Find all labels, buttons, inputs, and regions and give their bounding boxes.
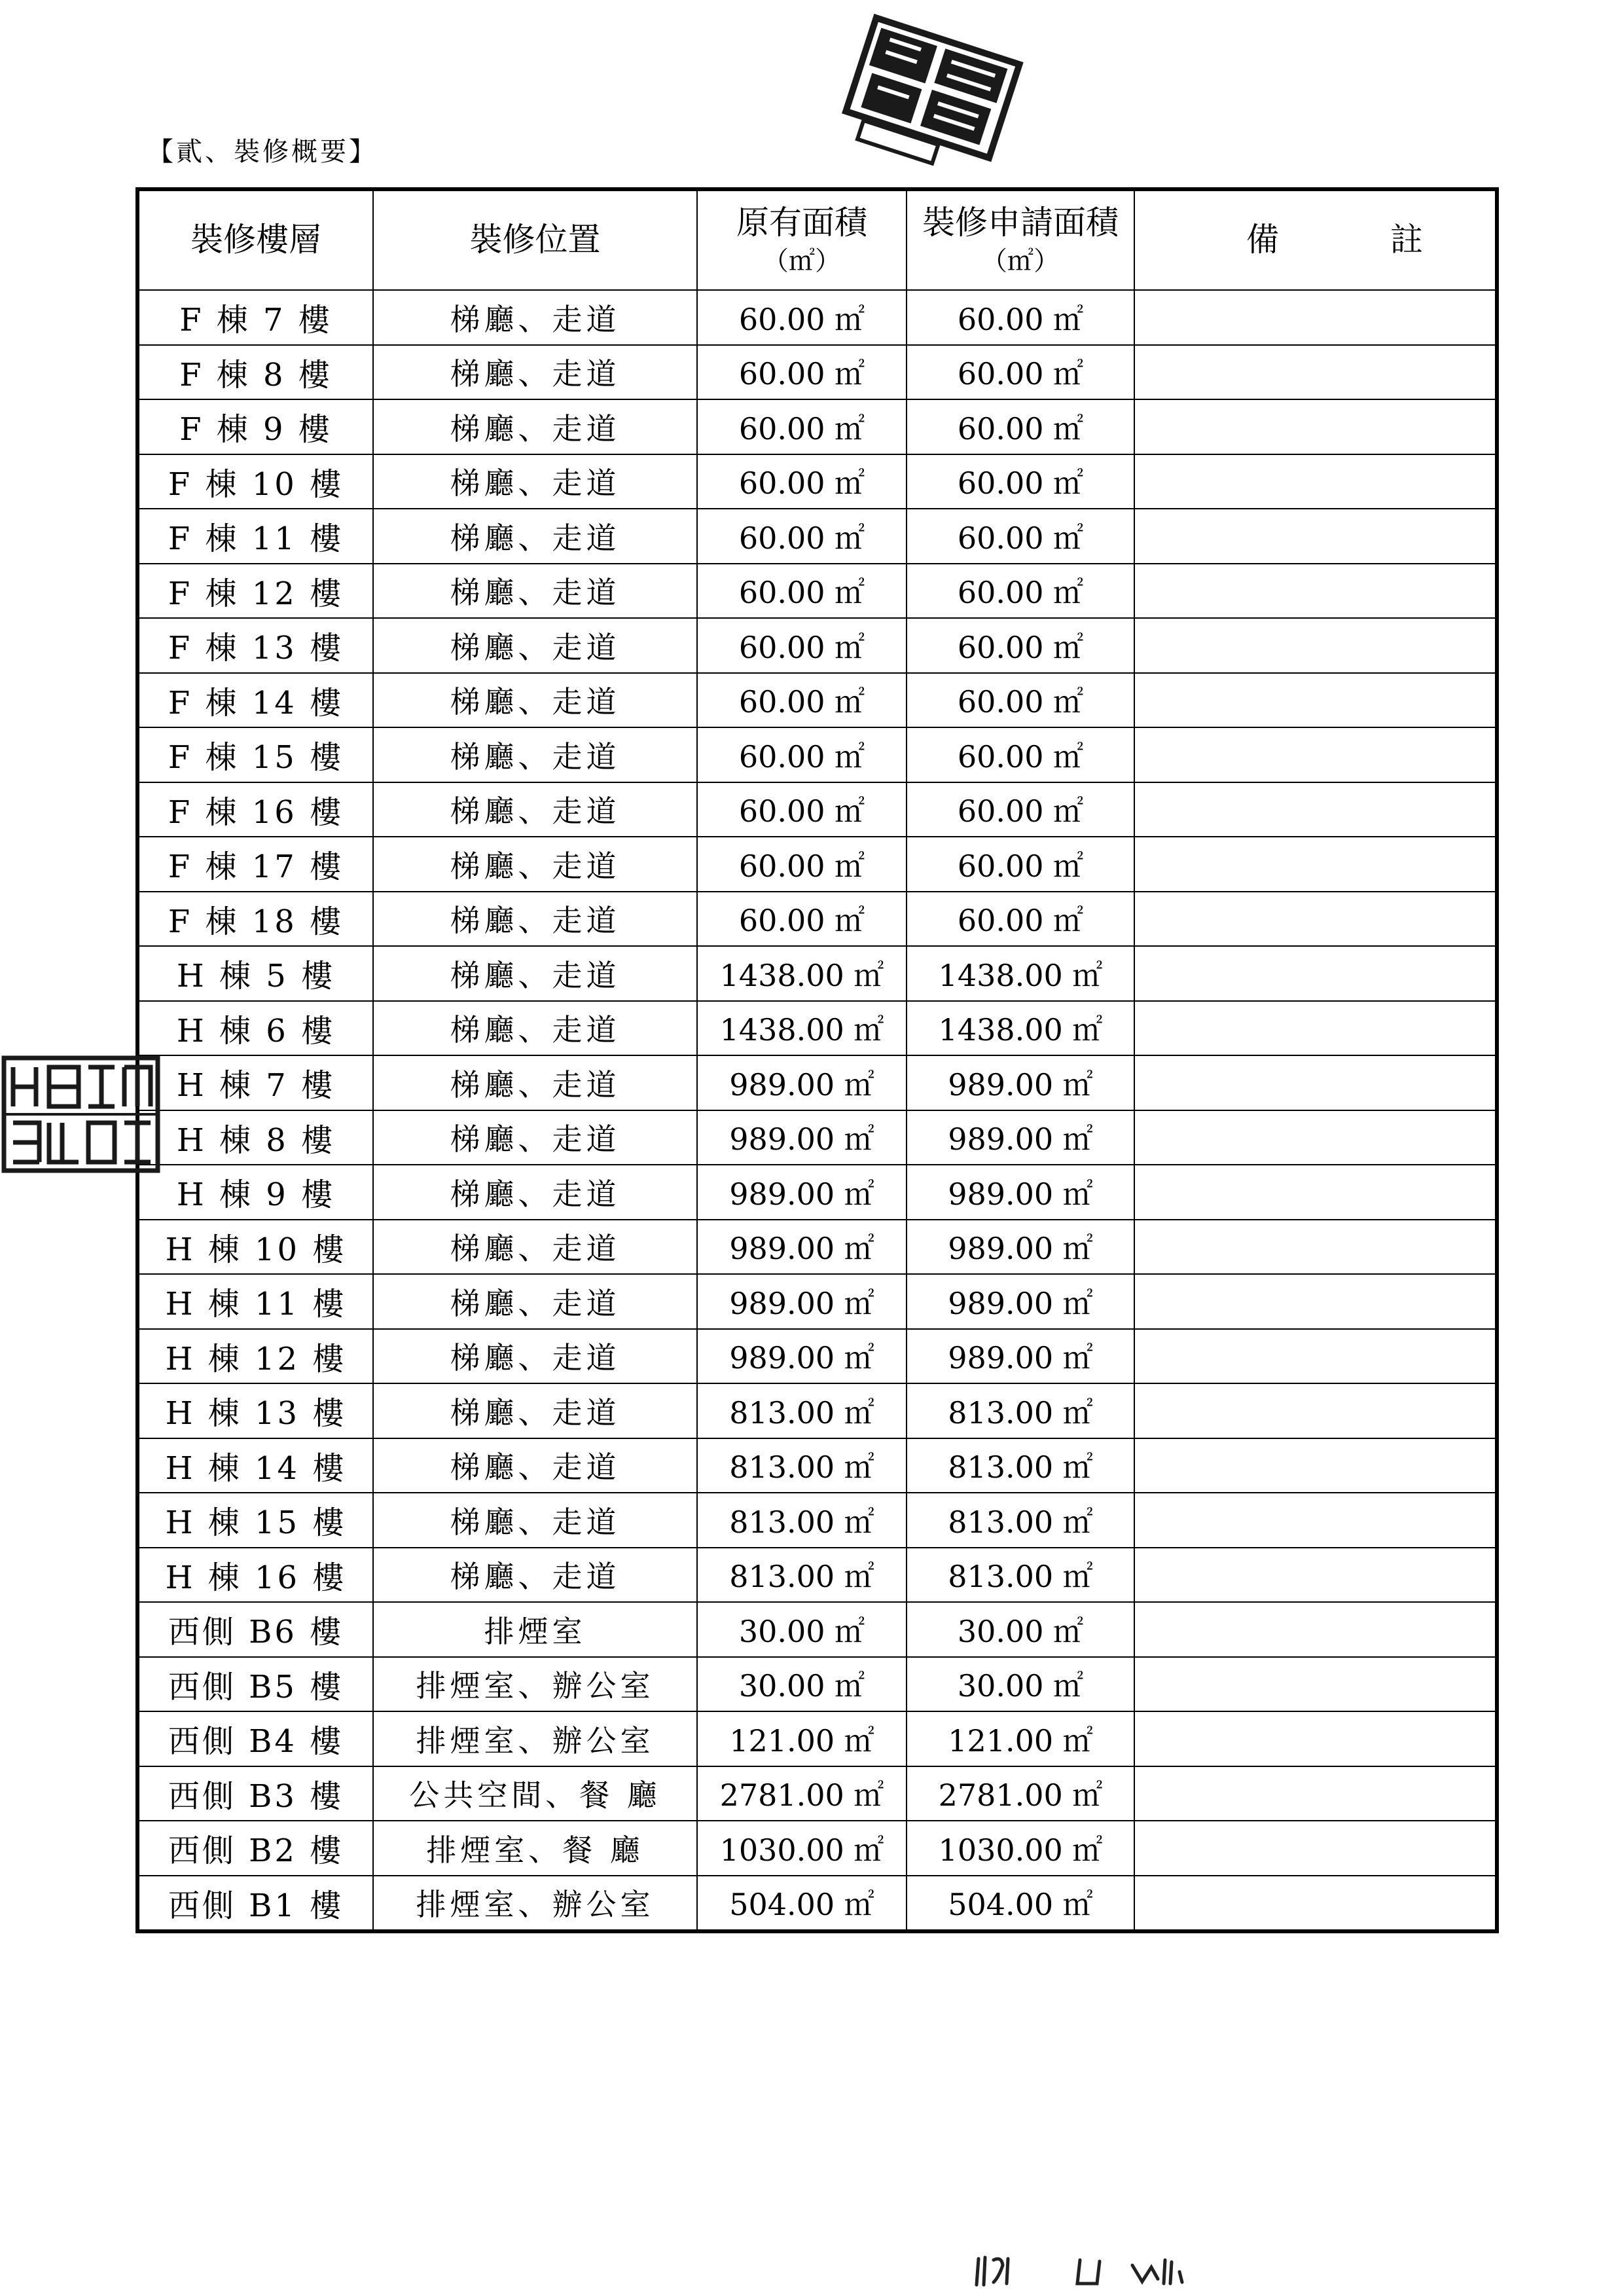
cell-note: [1134, 454, 1497, 509]
cell-applied-area: 60.00 ㎡: [907, 837, 1134, 892]
cell-floor: F 棟 10 樓: [137, 454, 373, 509]
table-row: [137, 727, 1497, 782]
table-row: [137, 1602, 1497, 1657]
cell-note: [1134, 1711, 1497, 1766]
cell-applied-area: 989.00 ㎡: [907, 1055, 1134, 1110]
cell-location: 梯廳、走道: [373, 345, 697, 400]
renovation-summary-table: [135, 187, 1534, 1933]
cell-location: 梯廳、走道: [373, 290, 697, 345]
cell-location: 排煙室: [373, 1602, 697, 1657]
table-row: [137, 1438, 1497, 1493]
cell-note: [1134, 892, 1497, 947]
cell-note: [1134, 1657, 1497, 1712]
table-row: [137, 1110, 1497, 1165]
cell-applied-area: 60.00 ㎡: [907, 399, 1134, 454]
cell-note: [1134, 1110, 1497, 1165]
cell-note: [1134, 1001, 1497, 1056]
cell-floor: 西側 B3 樓: [137, 1766, 373, 1821]
cell-floor: F 棟 9 樓: [137, 399, 373, 454]
cell-floor: F 棟 11 樓: [137, 509, 373, 564]
cell-floor: 西側 B4 樓: [137, 1711, 373, 1766]
renovation-summary-table-wrap: [135, 187, 1534, 1933]
cell-location: 梯廳、走道: [373, 1001, 697, 1056]
cell-floor: F 棟 16 樓: [137, 782, 373, 837]
cell-applied-area: 813.00 ㎡: [907, 1493, 1134, 1548]
table-row: [137, 1001, 1497, 1056]
cell-original-area: 60.00 ㎡: [697, 345, 907, 400]
cell-floor: H 棟 15 樓: [137, 1493, 373, 1548]
cell-note: [1134, 399, 1497, 454]
cell-applied-area: 60.00 ㎡: [907, 892, 1134, 947]
cell-applied-area: 60.00 ㎡: [907, 782, 1134, 837]
cell-original-area: 1030.00 ㎡: [697, 1821, 907, 1876]
cell-original-area: 504.00 ㎡: [697, 1876, 907, 1932]
cell-note: [1134, 837, 1497, 892]
cell-applied-area: 30.00 ㎡: [907, 1602, 1134, 1657]
cell-floor: 西側 B2 樓: [137, 1821, 373, 1876]
cell-location: 排煙室、辦公室: [373, 1711, 697, 1766]
table-row: [137, 454, 1497, 509]
cell-original-area: 60.00 ㎡: [697, 509, 907, 564]
cell-location: 排煙室、辦公室: [373, 1876, 697, 1932]
cell-original-area: 1438.00 ㎡: [697, 946, 907, 1001]
table-row: [137, 1055, 1497, 1110]
cell-location: 梯廳、走道: [373, 1055, 697, 1110]
cell-applied-area: 813.00 ㎡: [907, 1383, 1134, 1438]
cell-original-area: 2781.00 ㎡: [697, 1766, 907, 1821]
cell-floor: H 棟 12 樓: [137, 1329, 373, 1384]
cell-location: 梯廳、走道: [373, 564, 697, 619]
cell-original-area: 60.00 ㎡: [697, 782, 907, 837]
table-row: [137, 1657, 1497, 1712]
table-row: [137, 1220, 1497, 1275]
cell-applied-area: 989.00 ㎡: [907, 1165, 1134, 1220]
seal-stamp-top: [831, 10, 1034, 187]
cell-applied-area: 989.00 ㎡: [907, 1110, 1134, 1165]
table-row: [137, 399, 1497, 454]
table-row: [137, 290, 1497, 345]
cell-location: 梯廳、走道: [373, 1165, 697, 1220]
cell-original-area: 813.00 ㎡: [697, 1548, 907, 1603]
cell-location: 排煙室、辦公室: [373, 1657, 697, 1712]
cell-floor: F 棟 7 樓: [137, 290, 373, 345]
cell-floor: 西側 B6 樓: [137, 1602, 373, 1657]
cell-original-area: 60.00 ㎡: [697, 727, 907, 782]
cell-note: [1134, 727, 1497, 782]
cell-location: 梯廳、走道: [373, 1383, 697, 1438]
table-row: [137, 1766, 1497, 1821]
header-applied-area: [907, 189, 1134, 290]
cell-original-area: 989.00 ㎡: [697, 1274, 907, 1329]
cell-floor: H 棟 16 樓: [137, 1548, 373, 1603]
cell-floor: H 棟 8 樓: [137, 1110, 373, 1165]
cell-note: [1134, 782, 1497, 837]
cell-note: [1134, 1876, 1497, 1932]
cell-original-area: 989.00 ㎡: [697, 1055, 907, 1110]
cell-location: 梯廳、走道: [373, 1110, 697, 1165]
cell-applied-area: 60.00 ㎡: [907, 290, 1134, 345]
cell-original-area: 60.00 ㎡: [697, 673, 907, 728]
cell-applied-area: 121.00 ㎡: [907, 1711, 1134, 1766]
cell-note: [1134, 1602, 1497, 1657]
table-row: [137, 1876, 1497, 1932]
cell-applied-area: 813.00 ㎡: [907, 1548, 1134, 1603]
cell-applied-area: 60.00 ㎡: [907, 564, 1134, 619]
cell-original-area: 1438.00 ㎡: [697, 1001, 907, 1056]
cell-floor: 西側 B1 樓: [137, 1876, 373, 1932]
cell-original-area: 60.00 ㎡: [697, 618, 907, 673]
cell-location: 梯廳、走道: [373, 727, 697, 782]
table-row: [137, 946, 1497, 1001]
cell-note: [1134, 1493, 1497, 1548]
header-notes: 備註: [1134, 189, 1497, 290]
cell-original-area: 60.00 ㎡: [697, 564, 907, 619]
cell-applied-area: 1438.00 ㎡: [907, 946, 1134, 1001]
cell-applied-area: 989.00 ㎡: [907, 1329, 1134, 1384]
cell-location: 梯廳、走道: [373, 1548, 697, 1603]
cell-original-area: 30.00 ㎡: [697, 1657, 907, 1712]
cell-applied-area: 60.00 ㎡: [907, 454, 1134, 509]
header-applied-area-unit: （㎡）: [981, 246, 1060, 276]
cell-location: 梯廳、走道: [373, 837, 697, 892]
cell-floor: F 棟 17 樓: [137, 837, 373, 892]
cell-note: [1134, 345, 1497, 400]
cell-note: [1134, 1329, 1497, 1384]
cell-applied-area: 60.00 ㎡: [907, 673, 1134, 728]
cell-location: 梯廳、走道: [373, 1220, 697, 1275]
cell-note: [1134, 1383, 1497, 1438]
cell-floor: H 棟 14 樓: [137, 1438, 373, 1493]
cell-location: 梯廳、走道: [373, 892, 697, 947]
cell-location: 梯廳、走道: [373, 1438, 697, 1493]
cell-applied-area: 60.00 ㎡: [907, 345, 1134, 400]
seal-stamp-left: [0, 1054, 160, 1175]
header-applied-area-label: 裝修申請面積: [922, 204, 1119, 242]
table-row: [137, 673, 1497, 728]
table-row: [137, 892, 1497, 947]
cell-floor: F 棟 8 樓: [137, 345, 373, 400]
cell-location: 梯廳、走道: [373, 1274, 697, 1329]
table-row: [137, 1548, 1497, 1603]
cell-original-area: 30.00 ㎡: [697, 1602, 907, 1657]
table-row: [137, 1711, 1497, 1766]
cell-location: 梯廳、走道: [373, 1493, 697, 1548]
cell-original-area: 60.00 ㎡: [697, 892, 907, 947]
cell-floor: H 棟 13 樓: [137, 1383, 373, 1438]
cell-location: 公共空間、餐 廳: [373, 1766, 697, 1821]
cell-location: 梯廳、走道: [373, 509, 697, 564]
header-original-area-unit: （㎡）: [763, 246, 841, 276]
cell-applied-area: 60.00 ㎡: [907, 509, 1134, 564]
cell-note: [1134, 1165, 1497, 1220]
cell-note: [1134, 509, 1497, 564]
cell-location: 梯廳、走道: [373, 782, 697, 837]
header-floor: 裝修樓層: [137, 189, 373, 290]
cell-note: [1134, 1220, 1497, 1275]
table-row: [137, 1821, 1497, 1876]
header-original-area: [697, 189, 907, 290]
cell-original-area: 813.00 ㎡: [697, 1383, 907, 1438]
cell-note: [1134, 564, 1497, 619]
header-original-area-label: 原有面積: [736, 204, 867, 242]
cell-location: 梯廳、走道: [373, 673, 697, 728]
table-row: [137, 837, 1497, 892]
cell-note: [1134, 1055, 1497, 1110]
cell-applied-area: 60.00 ㎡: [907, 618, 1134, 673]
cell-floor: H 棟 9 樓: [137, 1165, 373, 1220]
cell-original-area: 813.00 ㎡: [697, 1493, 907, 1548]
cell-applied-area: 504.00 ㎡: [907, 1876, 1134, 1932]
cell-floor: 西側 B5 樓: [137, 1657, 373, 1712]
cell-location: 梯廳、走道: [373, 454, 697, 509]
cell-applied-area: 1030.00 ㎡: [907, 1821, 1134, 1876]
cell-floor: F 棟 15 樓: [137, 727, 373, 782]
cell-note: [1134, 618, 1497, 673]
cell-floor: H 棟 5 樓: [137, 946, 373, 1001]
table-header-row: [137, 189, 1497, 290]
table-row: [137, 345, 1497, 400]
table-row: [137, 782, 1497, 837]
cell-applied-area: 813.00 ㎡: [907, 1438, 1134, 1493]
cell-applied-area: 30.00 ㎡: [907, 1657, 1134, 1712]
table-row: [137, 1274, 1497, 1329]
cell-original-area: 60.00 ㎡: [697, 837, 907, 892]
cell-applied-area: 1438.00 ㎡: [907, 1001, 1134, 1056]
cell-floor: F 棟 14 樓: [137, 673, 373, 728]
cell-location: 梯廳、走道: [373, 399, 697, 454]
table-row: [137, 618, 1497, 673]
header-location: 裝修位置: [373, 189, 697, 290]
cell-floor: F 棟 13 樓: [137, 618, 373, 673]
table-row: [137, 1383, 1497, 1438]
cell-applied-area: 989.00 ㎡: [907, 1220, 1134, 1275]
cell-original-area: 121.00 ㎡: [697, 1711, 907, 1766]
cell-note: [1134, 1766, 1497, 1821]
cell-location: 梯廳、走道: [373, 618, 697, 673]
cell-location: 梯廳、走道: [373, 946, 697, 1001]
table-body: [137, 290, 1497, 1931]
cell-floor: H 棟 10 樓: [137, 1220, 373, 1275]
cell-note: [1134, 1274, 1497, 1329]
table-row: [137, 509, 1497, 564]
cell-applied-area: 60.00 ㎡: [907, 727, 1134, 782]
cell-original-area: 989.00 ㎡: [697, 1110, 907, 1165]
cell-original-area: 813.00 ㎡: [697, 1438, 907, 1493]
table-row: [137, 564, 1497, 619]
table-row: [137, 1329, 1497, 1384]
cell-original-area: 60.00 ㎡: [697, 290, 907, 345]
cell-floor: H 棟 6 樓: [137, 1001, 373, 1056]
cell-location: 排煙室、餐 廳: [373, 1821, 697, 1876]
handwritten-signature: [975, 2252, 1237, 2288]
cell-original-area: 60.00 ㎡: [697, 399, 907, 454]
cell-floor: F 棟 12 樓: [137, 564, 373, 619]
cell-note: [1134, 290, 1497, 345]
section-title: 【貳、裝修概要】: [147, 137, 378, 167]
cell-floor: H 棟 11 樓: [137, 1274, 373, 1329]
cell-original-area: 989.00 ㎡: [697, 1329, 907, 1384]
cell-note: [1134, 1548, 1497, 1603]
cell-applied-area: 2781.00 ㎡: [907, 1766, 1134, 1821]
cell-floor: F 棟 18 樓: [137, 892, 373, 947]
cell-floor: H 棟 7 樓: [137, 1055, 373, 1110]
cell-original-area: 60.00 ㎡: [697, 454, 907, 509]
cell-original-area: 989.00 ㎡: [697, 1220, 907, 1275]
cell-note: [1134, 1438, 1497, 1493]
cell-applied-area: 989.00 ㎡: [907, 1274, 1134, 1329]
cell-note: [1134, 946, 1497, 1001]
cell-original-area: 989.00 ㎡: [697, 1165, 907, 1220]
cell-note: [1134, 673, 1497, 728]
cell-location: 梯廳、走道: [373, 1329, 697, 1384]
table-row: [137, 1165, 1497, 1220]
table-row: [137, 1493, 1497, 1548]
cell-note: [1134, 1821, 1497, 1876]
